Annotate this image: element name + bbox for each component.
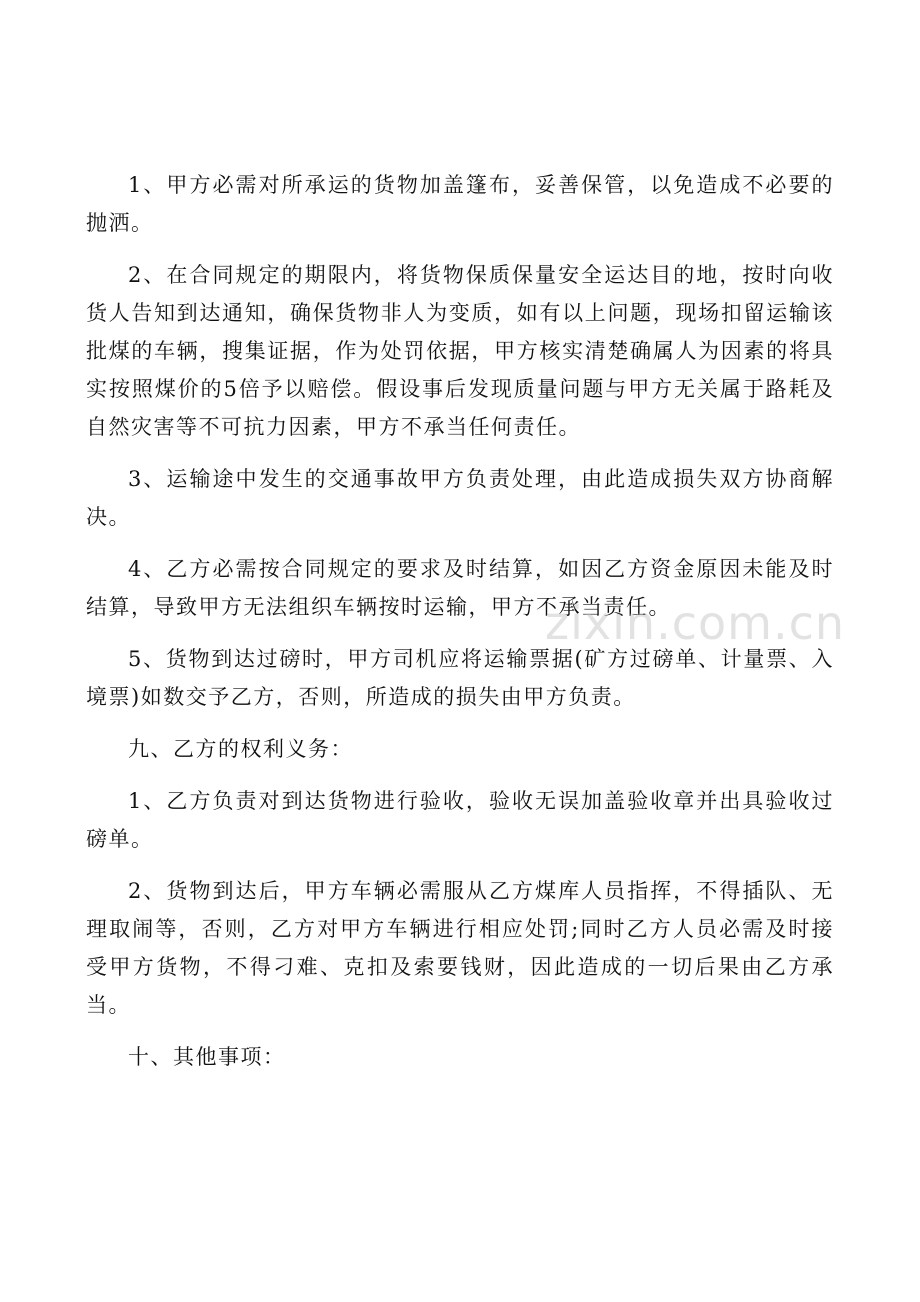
paragraph-clause-2: 2、在合同规定的期限内，将货物保质保量安全运达目的地，按时向收货人告知到达通知，确保货物非人为变质，如有以上问题，现场扣留运输该批煤的车辆，搜集证据，作为处罚依据，甲方核实清楚确属人为因素的将具实按照煤价的5倍予以赔偿。假设事后发现质量问题与甲方无关属于路耗及自然灾害等不可抗力因素，甲方不承当任何责任。 [86,263,834,439]
paragraph-clause-5: 5、货物到达过磅时，甲方司机应将运输票据(矿方过磅单、计量票、入境票)如数交予乙方，否则，所造成的损失由甲方负责。 [86,647,834,709]
section-heading-ten: 十、其他事项： [128,1045,286,1069]
paragraph-party-b-clause-1: 1、乙方负责对到达货物进行验收，验收无误加盖验收章并出具验收过磅单。 [86,789,834,851]
section-heading-nine: 九、乙方的权利义务： [128,737,353,761]
paragraph-party-b-clause-2: 2、货物到达后，甲方车辆必需服从乙方煤库人员指挥，不得插队、无理取闹等，否则，乙方对甲方车辆进行相应处罚;同时乙方人员必需及时接受甲方货物，不得刁难、克扣及索要钱财，因此造成的一切后果由乙方承当。 [86,879,834,1017]
paragraph-clause-3: 3、运输途中发生的交通事故甲方负责处理，由此造成损失双方协商解决。 [86,467,834,529]
paragraph-clause-1: 1、甲方必需对所承运的货物加盖篷布，妥善保管，以免造成不必要的抛洒。 [86,173,834,235]
watermark: zixin.com.cn [545,596,846,650]
paragraph-clause-4: 4、乙方必需按合同规定的要求及时结算，如因乙方资金原因未能及时结算，导致甲方无法组织车辆按时运输，甲方不承当责任。 [86,557,834,619]
document-body [86,166,834,1090]
